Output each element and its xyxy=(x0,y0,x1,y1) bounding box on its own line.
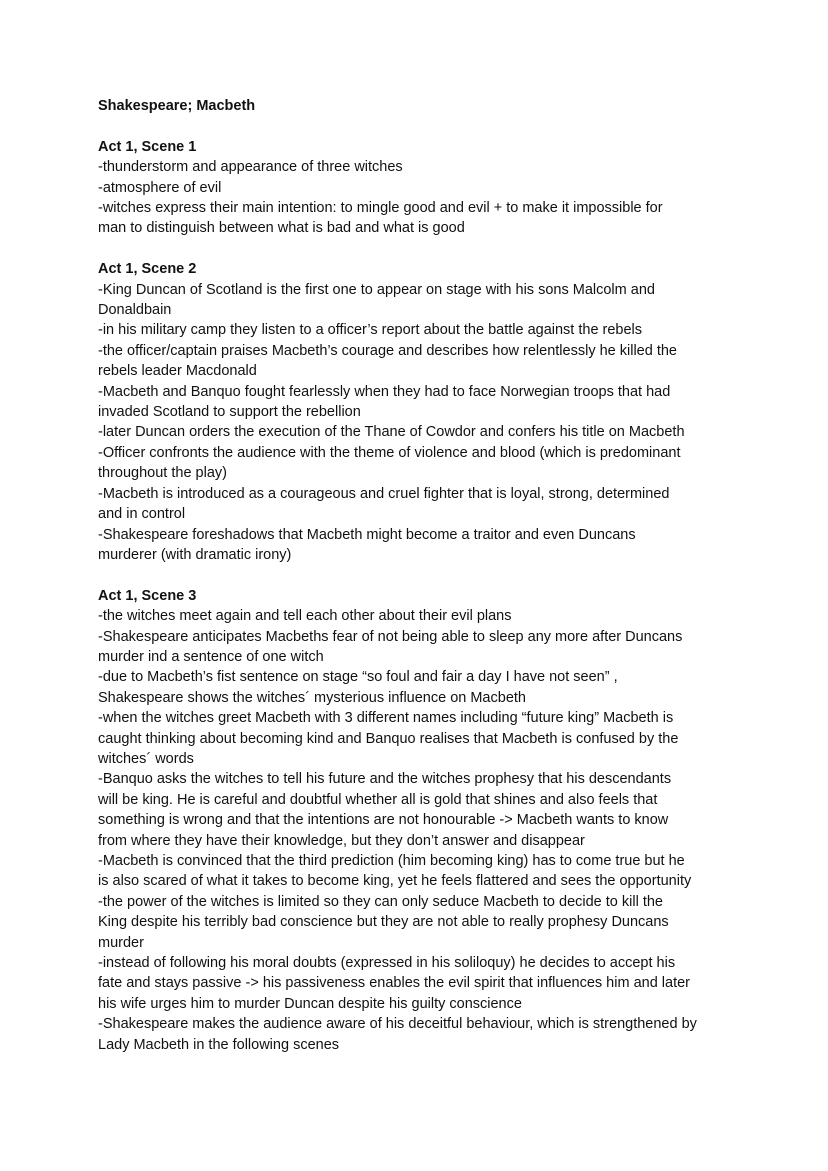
text-line: -Macbeth and Banquo fought fearlessly when they had to face Norwegian troops that had xyxy=(98,383,671,400)
section-act-1-scene-1 xyxy=(98,137,738,239)
text-line: King despite his terribly bad conscience but they are not able to really prophesy Duncans xyxy=(98,914,669,931)
text-line: invaded Scotland to support the rebellion xyxy=(98,404,361,421)
text-line: -instead of following his moral doubts (expressed in his soliloquy) he decides to accept his xyxy=(98,955,676,972)
text-line: -thunderstorm and appearance of three witches xyxy=(98,159,403,176)
text-line: murder xyxy=(98,934,144,951)
text-line: Lady Macbeth in the following scenes xyxy=(98,1036,340,1053)
section-heading: Act 1, Scene 1 xyxy=(98,138,197,155)
text-line: -Officer confronts the audience with the theme of violence and blood (which is predominant xyxy=(98,444,681,461)
text-line: -the officer/captain praises Macbeth’s courage and describes how relentlessly he killed the xyxy=(98,342,677,359)
text-line: -Macbeth is convinced that the third prediction (him becoming king) has to come true but he xyxy=(98,852,685,869)
text-line: Shakespeare shows the witches´ mysterious influence on Macbeth xyxy=(98,689,526,706)
text-line: murder ind a sentence of one witch xyxy=(98,648,324,665)
text-line: witches´ words xyxy=(98,750,194,767)
text-line: -atmosphere of evil xyxy=(98,179,222,196)
text-line: -Macbeth is introduced as a courageous and cruel fighter that is loyal, strong, determined xyxy=(98,485,670,502)
text-line: Donaldbain xyxy=(98,302,172,319)
section-act-1-scene-3 xyxy=(98,586,738,1055)
text-line: caught thinking about becoming kind and Banquo realises that Macbeth is confused by the xyxy=(98,730,679,747)
text-line: -due to Macbeth’s fist sentence on stage “so foul and fair a day I have not seen” , xyxy=(98,669,618,686)
text-line: throughout the play) xyxy=(98,465,227,482)
document-title: Shakespeare; Macbeth xyxy=(98,98,256,114)
text-line: -Banquo asks the witches to tell his future and the witches prophesy that his descendants xyxy=(98,771,672,788)
text-line: rebels leader Macdonald xyxy=(98,363,257,380)
text-line: and in control xyxy=(98,506,186,523)
text-line: something is wrong and that the intentions are not honourable -> Macbeth wants to know xyxy=(98,812,669,829)
text-line: man to distinguish between what is bad and what is good xyxy=(98,220,465,237)
text-line: -when the witches greet Macbeth with 3 different names including “future king” Macbeth is xyxy=(98,710,674,727)
text-line: -King Duncan of Scotland is the first one to appear on stage with his sons Malcolm and xyxy=(98,281,655,298)
section-heading: Act 1, Scene 3 xyxy=(98,587,197,604)
text-line: -later Duncan orders the execution of the Thane of Cowdor and confers his title on Macbeth xyxy=(98,424,685,441)
text-line: from where they have their knowledge, but they don’t answer and disappear xyxy=(98,832,585,849)
document-body xyxy=(98,137,738,1055)
text-line: -Shakespeare makes the audience aware of his deceitful behaviour, which is strengthened by xyxy=(98,1016,697,1033)
text-line: will be king. He is careful and doubtful whether all is gold that shines and also feels that xyxy=(98,791,658,808)
text-line: -the power of the witches is limited so they can only seduce Macbeth to decide to kill the xyxy=(98,893,663,910)
text-line: fate and stays passive -> his passiveness enables the evil spirit that influences him and later xyxy=(98,975,691,992)
text-line: -Shakespeare foreshadows that Macbeth might become a traitor and even Duncans xyxy=(98,526,636,543)
text-line: -the witches meet again and tell each other about their evil plans xyxy=(98,608,512,625)
section-heading: Act 1, Scene 2 xyxy=(98,261,197,278)
text-line: -in his military camp they listen to a officer’s report about the battle against the rebels xyxy=(98,322,643,339)
text-line: -witches express their main intention: to mingle good and evil + to make it impossible for xyxy=(98,200,663,217)
section-act-1-scene-2 xyxy=(98,259,738,565)
text-line: his wife urges him to murder Duncan despite his guilty conscience xyxy=(98,995,522,1012)
text-line: murderer (with dramatic irony) xyxy=(98,546,292,563)
text-line: -Shakespeare anticipates Macbeths fear of not being able to sleep any more after Duncans xyxy=(98,628,683,645)
text-line: is also scared of what it takes to become king, yet he feels flattered and sees the opportunity xyxy=(98,873,692,890)
